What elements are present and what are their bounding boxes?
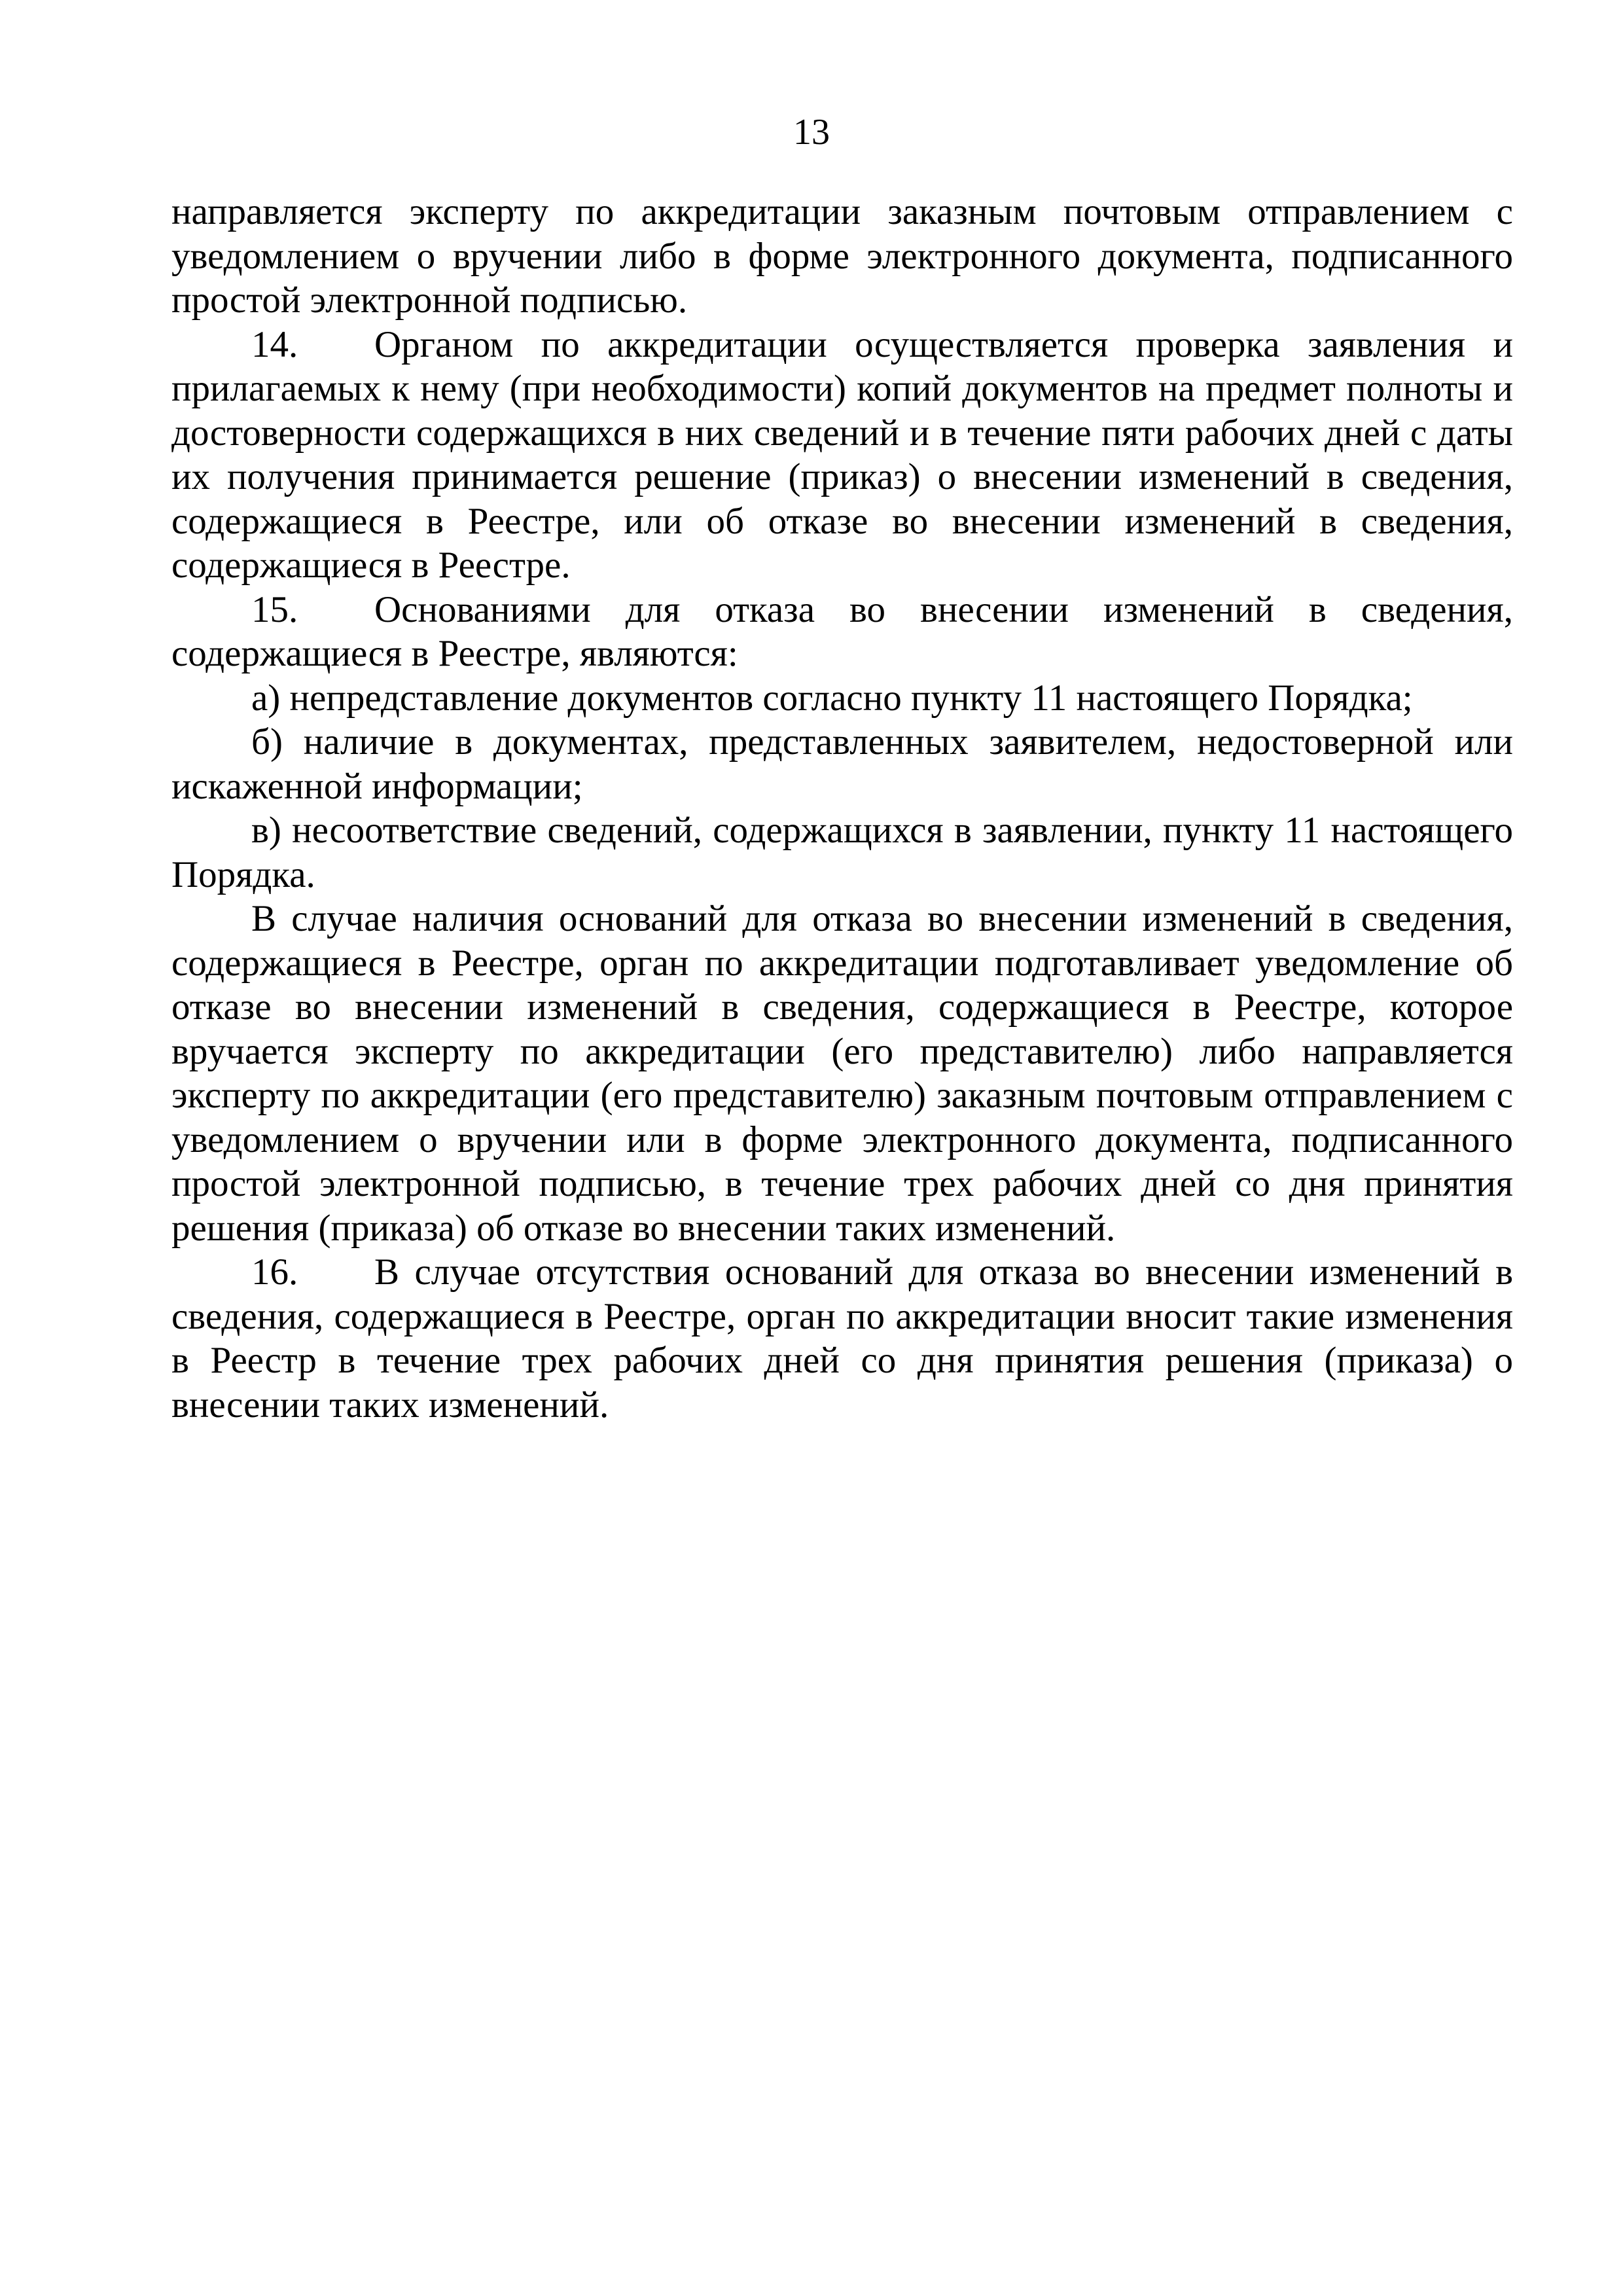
paragraph-continuation: направляется эксперту по аккредитации заказным почтовым отправлением с уведомлением о вручении либо в форме электронного документа, подписанного простой электронной подписью. xyxy=(171,191,1513,321)
paragraph-15-item-b: б) наличие в документах, представленных заявителем, недостоверной или искаженной информации; xyxy=(171,721,1513,807)
paragraph-16-number: 16. xyxy=(251,1251,298,1293)
paragraph-15-number: 15. xyxy=(251,588,298,630)
document-body xyxy=(171,190,1513,1427)
paragraph-16-text: В случае отсутствия оснований для отказа во внесении изменений в сведения, содержащиеся в Реестре, орган по аккредитации вносит такие изменения в Реестр в течение трех рабочих дней со дня принятия решения (приказа) о внесении таких изменений. xyxy=(171,1251,1513,1426)
paragraph-15-item-c: в) несоответствие сведений, содержащихся в заявлении, пункту 11 настоящего Порядка. xyxy=(171,810,1513,895)
paragraph-15-item-a: а) непредставление документов согласно пункту 11 настоящего Порядка; xyxy=(251,677,1413,719)
paragraph-14-number: 14. xyxy=(251,323,298,365)
paragraph-14 xyxy=(171,323,1513,588)
page-number: 13 xyxy=(793,112,830,152)
paragraph-14-text: Органом по аккредитации осуществляется проверка заявления и прилагаемых к нему (при необходимости) копий документов на предмет полноты и достоверности содержащихся в них сведений и в течение пяти рабочих дней с даты их получения принимается решение (приказ) о внесении изменений в сведения, содержащиеся в Реестре, или об отказе во внесении изменений в сведения, содержащиеся в Реестре. xyxy=(171,323,1513,586)
paragraph-16 xyxy=(171,1250,1513,1427)
paragraph-15-text: Основаниями для отказа во внесении изменений в сведения, содержащиеся в Реестре, являются: xyxy=(171,588,1513,674)
paragraph-15 xyxy=(171,588,1513,676)
paragraph-15-refusal-notice: В случае наличия оснований для отказа во внесении изменений в сведения, содержащиеся в Реестре, орган по аккредитации подготавливает уведомление об отказе во внесении изменений в сведения, содержащиеся в Реестре, которое вручается эксперту по аккредитации (его представителю) либо направляется эксперту по аккредитации (его представителю) заказным почтовым отправлением с уведомлением о вручении или в форме электронного документа, подписанного простой электронной подписью, в течение трех рабочих дней со дня принятия решения (приказа) об отказе во внесении таких изменений. xyxy=(171,898,1513,1249)
